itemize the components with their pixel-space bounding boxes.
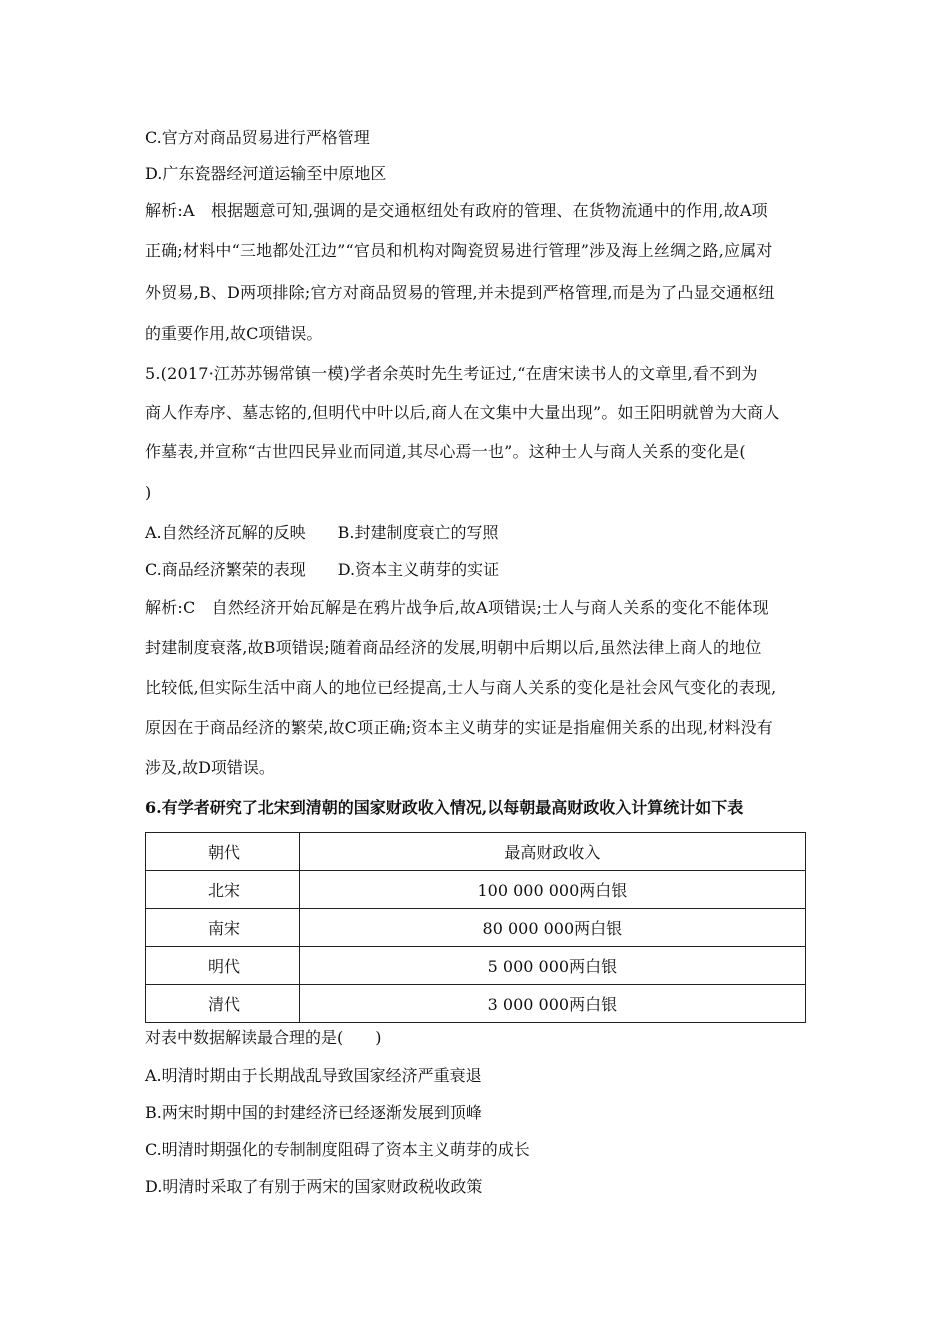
analysis-q5-line3: 比较低,但实际生活中商人的地位已经提高,士人与商人关系的变化是社会风气变化的表现, <box>145 678 777 697</box>
analysis-q5-line1: 解析:C 自然经济开始瓦解是在鸦片战争后,故A项错误;士人与商人关系的变化不能体现 <box>145 598 769 617</box>
analysis-q5-line2: 封建制度衰落,故B项错误;随着商品经济的发展,明朝中后期以后,虽然法律上商人的地位 <box>145 638 762 657</box>
table-cell-revenue: 5 000 000两白银 <box>299 947 805 985</box>
table-header-dynasty: 朝代 <box>146 833 300 871</box>
table-cell-dynasty: 明代 <box>146 947 300 985</box>
table-header-revenue: 最高财政收入 <box>299 833 805 871</box>
analysis-q4-line2: 正确;材料中“三地都处江边”“官员和机构对陶瓷贸易进行管理”涉及海上丝绸之路,应属对 <box>145 241 773 260</box>
table-cell-revenue: 80 000 000两白银 <box>299 909 805 947</box>
option-d-q6: D.明清时采取了有别于两宋的国家财政税收政策 <box>145 1177 483 1196</box>
option-c-q4: C.官方对商品贸易进行严格管理 <box>145 128 370 147</box>
table-cell-revenue: 100 000 000两白银 <box>299 871 805 909</box>
analysis-q4-line3: 外贸易,B、D两项排除;官方对商品贸易的管理,并未提到严格管理,而是为了凸显交通枢纽 <box>145 283 775 302</box>
options-q5-cd: C.商品经济繁荣的表现 D.资本主义萌芽的实证 <box>145 560 500 579</box>
question-6-prompt: 对表中数据解读最合理的是( ) <box>145 1028 382 1047</box>
option-b-q6: B.两宋时期中国的封建经济已经逐渐发展到顶峰 <box>145 1103 482 1122</box>
table-cell-dynasty: 南宋 <box>146 909 300 947</box>
table-row <box>146 985 806 1023</box>
options-q5-ab: A.自然经济瓦解的反映 B.封建制度衰亡的写照 <box>145 523 499 542</box>
analysis-q4-line4: 的重要作用,故C项错误。 <box>145 324 323 343</box>
revenue-table <box>145 832 806 1023</box>
table-row <box>146 909 806 947</box>
table-cell-dynasty: 清代 <box>146 985 300 1023</box>
option-c-q6: C.明清时期强化的专制制度阻碍了资本主义萌芽的成长 <box>145 1140 530 1159</box>
question-5-line4: ) <box>145 483 152 502</box>
table-row <box>146 947 806 985</box>
option-a-q6: A.明清时期由于长期战乱导致国家经济严重衰退 <box>145 1066 482 1085</box>
question-5-line1: 5.(2017·江苏苏锡常镇一模)学者余英时先生考证过,“在唐宋读书人的文章里,看不到为 <box>145 364 758 383</box>
question-6-stem: 6.有学者研究了北宋到清朝的国家财政收入情况,以每朝最高财政收入计算统计如下表 <box>145 798 744 817</box>
table-header-row <box>146 833 806 871</box>
analysis-q4-line1: 解析:A 根据题意可知,强调的是交通枢纽处有政府的管理、在货物流通中的作用,故A项 <box>145 201 768 220</box>
table-row <box>146 871 806 909</box>
question-5-line3: 作墓表,并宣称“古世四民异业而同道,其尽心焉一也”。这种士人与商人关系的变化是( <box>145 442 746 461</box>
option-d-q4: D.广东瓷器经河道运输至中原地区 <box>145 164 387 183</box>
question-5-line2: 商人作寿序、墓志铭的,但明代中叶以后,商人在文集中大量出现”。如王阳明就曾为大商人 <box>145 403 780 422</box>
table-cell-dynasty: 北宋 <box>146 871 300 909</box>
analysis-q5-line4: 原因在于商品经济的繁荣,故C项正确;资本主义萌芽的实证是指雇佣关系的出现,材料没有 <box>145 718 774 737</box>
table-cell-revenue: 3 000 000两白银 <box>299 985 805 1023</box>
analysis-q5-line5: 涉及,故D项错误。 <box>145 758 275 777</box>
